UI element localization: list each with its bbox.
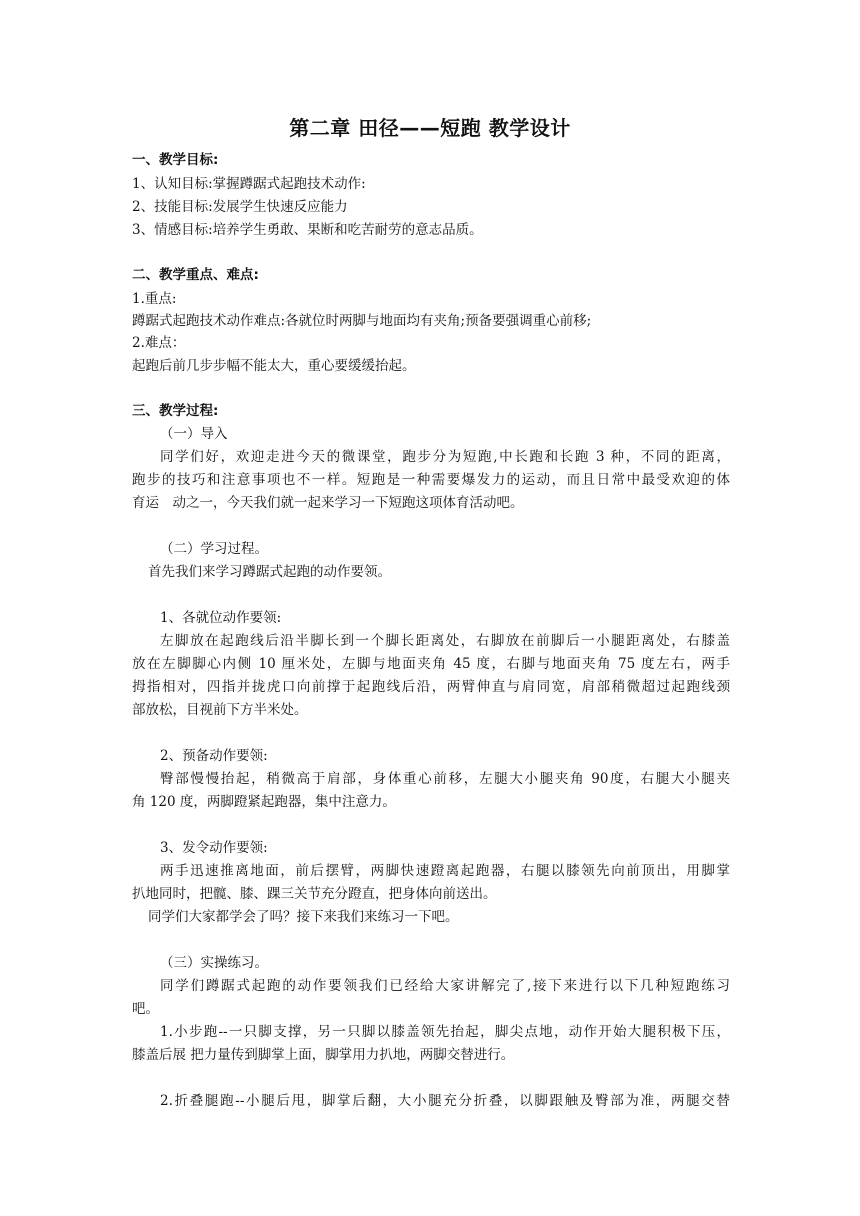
- paragraph-line: 膝盖后展 把力量传到脚掌上面，脚掌用力扒地，两脚交替进行。: [132, 1047, 515, 1063]
- paragraph-line: 2.折叠腿跑--小腿后甩，脚掌后翻，大小腿充分折叠，以脚跟触及臀部为准，两腿交替: [160, 1093, 730, 1109]
- paragraph-line: 同学们大家都学会了吗？接下来我们来练习一下吧。: [148, 909, 459, 925]
- paragraph-line: 同学们好，欢迎走进今天的微课堂，跑步分为短跑,中长跑和长跑 3 种，不同的距离，: [160, 449, 730, 465]
- step-heading-set: 2、预备动作要领:: [160, 748, 268, 764]
- paragraph-line: 1、认知目标:掌握蹲踞式起跑技术动作:: [132, 176, 366, 192]
- paragraph-line: 起跑后前几步步幅不能太大，重心要缓缓抬起。: [132, 358, 416, 374]
- paragraph-line: 部放松，目视前下方半米处。: [132, 702, 308, 718]
- section-heading-objectives: 一、教学目标:: [132, 152, 219, 168]
- subheading-intro: （一）导入: [160, 426, 228, 442]
- paragraph-line: 3、情感目标:培养学生勇敢、果断和吃苦耐劳的意志品质。: [132, 222, 483, 238]
- paragraph-line: 左脚放在起跑线后沿半脚长到一个脚长距离处，右脚放在前脚后一小腿距离处，右膝盖: [160, 633, 730, 649]
- subheading-learning: （二）学习过程。: [160, 541, 268, 557]
- section-heading-key-points: 二、教学重点、难点:: [132, 267, 259, 283]
- step-heading-go: 3、发令动作要领:: [160, 840, 268, 856]
- paragraph-line: 跑步的技巧和注意事项也不一样。短跑是一种需要爆发力的运动，而且日常中最受欢迎的体: [132, 472, 730, 488]
- paragraph-line: 拇指相对，四指并拢虎口向前撑于起跑线后沿，两臂伸直与肩同宽，肩部稍微超过起跑线颈: [132, 679, 730, 695]
- paragraph-line: 放在左脚脚心内侧 10 厘米处，左脚与地面夹角 45 度，右脚与地面夹角 75 度左右，两手: [132, 656, 730, 672]
- subheading-practice: （三）实操练习。: [160, 955, 268, 971]
- paragraph-line: 1.小步跑--一只脚支撑，另一只脚以膝盖领先抬起，脚尖点地，动作开始大腿积极下压，: [160, 1024, 730, 1040]
- paragraph-line: 吧。: [132, 1001, 159, 1017]
- paragraph-line: 育运 动之一，今天我们就一起来学习一下短跑这项体育活动吧。: [132, 495, 524, 511]
- document-title: 第二章 田径——短跑 教学设计: [289, 116, 571, 140]
- paragraph-line: 扒地同时，把髋、膝、踝三关节充分蹬直，把身体向前送出。: [132, 886, 497, 902]
- paragraph-line: 同学们蹲踞式起跑的动作要领我们已经给大家讲解完了,接下来进行以下几种短跑练习: [160, 978, 730, 994]
- paragraph-line: 两手迅速推离地面，前后摆臂，两脚快速蹬离起跑器，右腿以膝领先向前顶出，用脚掌: [160, 863, 730, 879]
- paragraph-line: 2.难点：: [132, 335, 186, 351]
- section-heading-process: 三、教学过程:: [132, 403, 219, 419]
- step-heading-ready: 1、各就位动作要领:: [160, 610, 282, 626]
- paragraph-line: 2、技能目标:发展学生快速反应能力: [132, 199, 348, 215]
- paragraph-line: 首先我们来学习蹲踞式起跑的动作要领。: [148, 564, 391, 580]
- paragraph-line: 1.重点:: [132, 291, 177, 307]
- paragraph-line: 蹲踞式起跑技术动作难点:各就位时两脚与地面均有夹角;预备要强调重心前移;: [132, 313, 592, 329]
- paragraph-line: 角 120 度，两脚蹬紧起跑器，集中注意力。: [132, 794, 396, 810]
- paragraph-line: 臀部慢慢抬起，稍微高于肩部，身体重心前移，左腿大小腿夹角 90度，右腿大小腿夹: [160, 771, 730, 787]
